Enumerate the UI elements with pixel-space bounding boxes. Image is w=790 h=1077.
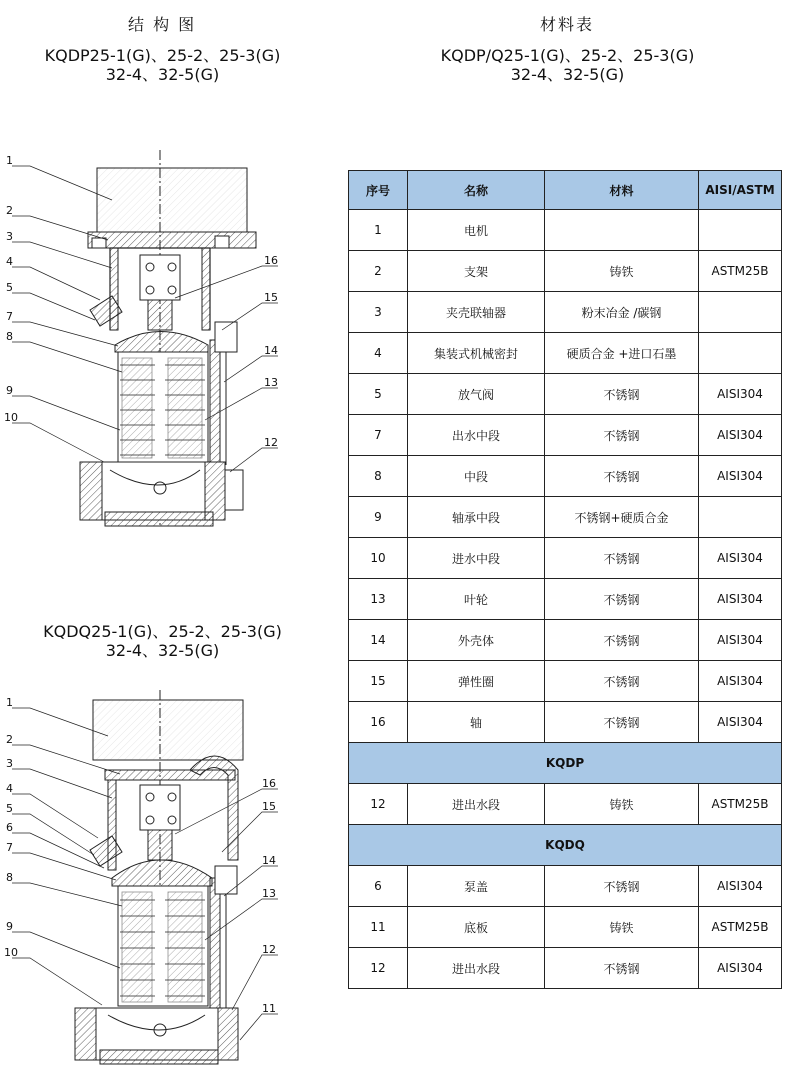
kqdq-model-line1: KQDQ25-1(G)、25-2、25-3(G) <box>43 622 282 641</box>
kqdq-label-6: 6 <box>6 821 13 834</box>
section-title-kqdq: KQDQ <box>349 825 782 866</box>
kqdq-label-16: 16 <box>262 777 276 790</box>
kqdq-label-9: 9 <box>6 920 13 933</box>
kqdp-label-4: 4 <box>6 255 13 268</box>
kqdp-label-13: 13 <box>264 376 278 389</box>
kqdq-model-line2: 32-4、32-5(G) <box>105 641 220 660</box>
table-row: 4 集装式机械密封 硬质合金 +进口石墨 <box>349 333 782 374</box>
section-title-kqdp: KQDP <box>349 743 782 784</box>
kqdq-pump-drawing <box>75 690 243 1064</box>
kqdp-label-5: 5 <box>6 281 13 294</box>
kqdp-label-9: 9 <box>6 384 13 397</box>
table-model-line2: 32-4、32-5(G) <box>510 65 625 84</box>
materials-heading: 材料表 <box>540 15 595 34</box>
table-row: 14 外壳体 不锈钢 AISI304 <box>349 620 782 661</box>
kqdp-label-8: 8 <box>6 330 13 343</box>
kqdq-label-3: 3 <box>6 757 13 770</box>
kqdq-label-1: 1 <box>6 696 13 709</box>
table-row: 12 进出水段 不锈钢 AISI304 <box>349 948 782 989</box>
kqdq-label-14: 14 <box>262 854 276 867</box>
table-row: 6 泵盖 不锈钢 AISI304 <box>349 866 782 907</box>
structure-heading: 结 构 图 <box>128 15 197 34</box>
kqdq-label-15: 15 <box>262 800 276 813</box>
table-row: 5 放气阀 不锈钢 AISI304 <box>349 374 782 415</box>
table-model-line1: KQDP/Q25-1(G)、25-2、25-3(G) <box>440 46 695 65</box>
table-row: 1 电机 <box>349 210 782 251</box>
col-header-name: 名称 <box>408 171 545 210</box>
section-row-kqdp <box>349 743 782 784</box>
kqdq-label-4: 4 <box>6 782 13 795</box>
kqdp-model-line1: KQDP25-1(G)、25-2、25-3(G) <box>44 46 281 65</box>
col-header-no: 序号 <box>349 171 408 210</box>
kqdp-label-10: 10 <box>4 411 18 424</box>
section-row-kqdq <box>349 825 782 866</box>
kqdq-label-10: 10 <box>4 946 18 959</box>
table-row: 13 叶轮 不锈钢 AISI304 <box>349 579 782 620</box>
kqdp-label-16: 16 <box>264 254 278 267</box>
kqdp-label-15: 15 <box>264 291 278 304</box>
table-row: 3 夹壳联轴器 粉末冶金 /碳钢 <box>349 292 782 333</box>
kqdq-label-5: 5 <box>6 802 13 815</box>
kqdq-label-2: 2 <box>6 733 13 746</box>
table-row: 7 出水中段 不锈钢 AISI304 <box>349 415 782 456</box>
table-row: 10 进水中段 不锈钢 AISI304 <box>349 538 782 579</box>
table-row: 2 支架 铸铁 ASTM25B <box>349 251 782 292</box>
table-row: 12 进出水段 铸铁 ASTM25B <box>349 784 782 825</box>
kqdp-label-7: 7 <box>6 310 13 323</box>
materials-table <box>348 170 782 989</box>
table-row: 11 底板 铸铁 ASTM25B <box>349 907 782 948</box>
kqdq-label-7: 7 <box>6 841 13 854</box>
table-row: 16 轴 不锈钢 AISI304 <box>349 702 782 743</box>
kqdp-label-1: 1 <box>6 154 13 167</box>
col-header-standard: AISI/ASTM <box>699 171 782 210</box>
kqdp-pump-drawing <box>80 150 256 528</box>
kqdp-label-2: 2 <box>6 204 13 217</box>
col-header-material: 材料 <box>545 171 699 210</box>
kqdp-model-line2: 32-4、32-5(G) <box>105 65 220 84</box>
kqdq-label-8: 8 <box>6 871 13 884</box>
table-header-row <box>349 171 782 210</box>
kqdp-label-3: 3 <box>6 230 13 243</box>
table-row: 9 轴承中段 不锈钢+硬质合金 <box>349 497 782 538</box>
table-row: 15 弹性圈 不锈钢 AISI304 <box>349 661 782 702</box>
kqdq-label-13: 13 <box>262 887 276 900</box>
kqdq-label-11: 11 <box>262 1002 276 1015</box>
kqdp-label-12: 12 <box>264 436 278 449</box>
kqdp-label-14: 14 <box>264 344 278 357</box>
kqdq-label-12: 12 <box>262 943 276 956</box>
table-row: 8 中段 不锈钢 AISI304 <box>349 456 782 497</box>
